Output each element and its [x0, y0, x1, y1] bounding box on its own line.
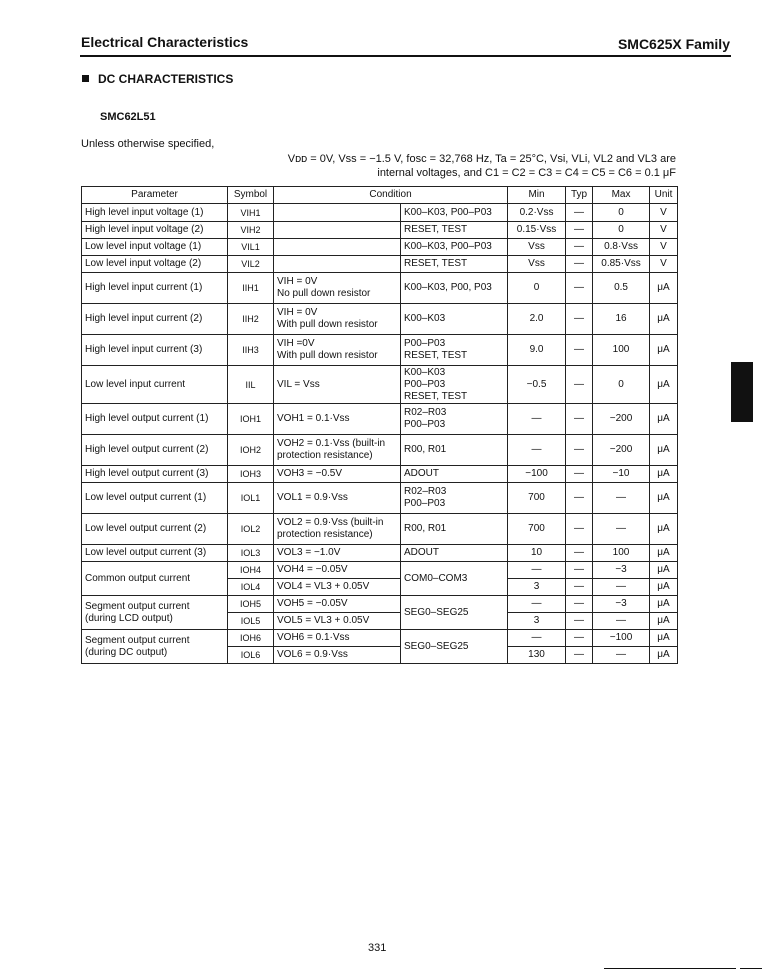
- cell-pins: COM0–COM3: [401, 562, 508, 596]
- cell-typ: —: [566, 222, 593, 239]
- cell-unit: V: [650, 204, 678, 222]
- cell-condition: VOH4 = −0.05V: [274, 562, 401, 579]
- cell-pins: R02–R03 P00–P03: [401, 483, 508, 514]
- cell-pins: K00–K03, P00–P03: [401, 204, 508, 222]
- cell-max: —: [593, 613, 650, 630]
- section-thumb-tab: [731, 362, 753, 422]
- cell-symbol: IOH3: [228, 466, 274, 483]
- cell-parameter: High level input voltage (2): [82, 222, 228, 239]
- cell-max: −200: [593, 404, 650, 435]
- cell-typ: —: [566, 466, 593, 483]
- cell-parameter: Low level input voltage (2): [82, 256, 228, 273]
- cell-min: 0.15·Vss: [508, 222, 566, 239]
- cell-parameter: High level input voltage (1): [82, 204, 228, 222]
- cell-min: 0: [508, 273, 566, 304]
- cell-pins: K00–K03, P00–P03: [401, 239, 508, 256]
- cell-parameter: Low level input current: [82, 366, 228, 404]
- cell-typ: —: [566, 273, 593, 304]
- cell-max: —: [593, 514, 650, 545]
- cell-symbol: IOL4: [228, 579, 274, 596]
- cell-parameter: Low level output current (3): [82, 545, 228, 562]
- cell-typ: —: [566, 579, 593, 596]
- table-header-row: [82, 187, 678, 204]
- cell-typ: —: [566, 204, 593, 222]
- cell-parameter: High level input current (2): [82, 304, 228, 335]
- cell-min: 700: [508, 483, 566, 514]
- header-condition: Condition: [274, 187, 508, 204]
- cell-parameter: Low level output current (1): [82, 483, 228, 514]
- cell-unit: μA: [650, 435, 678, 466]
- cell-unit: μA: [650, 647, 678, 664]
- cell-symbol: VIH1: [228, 204, 274, 222]
- cell-condition: VIH = 0V With pull down resistor: [274, 304, 401, 335]
- table-row: [82, 273, 678, 304]
- cell-unit: μA: [650, 630, 678, 647]
- footer-rule: [604, 968, 736, 969]
- section-title: DC CHARACTERISTICS: [98, 72, 234, 86]
- cell-pins: RESET, TEST: [401, 256, 508, 273]
- cell-min: —: [508, 562, 566, 579]
- cell-unit: μA: [650, 483, 678, 514]
- table-row: [82, 404, 678, 435]
- cell-min: 2.0: [508, 304, 566, 335]
- cell-max: −10: [593, 466, 650, 483]
- cell-min: —: [508, 630, 566, 647]
- cell-unit: μA: [650, 514, 678, 545]
- cell-parameter: Common output current: [82, 562, 228, 596]
- cell-pins: P00–P03 RESET, TEST: [401, 335, 508, 366]
- cell-min: Vss: [508, 256, 566, 273]
- cell-min: 9.0: [508, 335, 566, 366]
- cell-symbol: IOL6: [228, 647, 274, 664]
- table-row: [82, 304, 678, 335]
- cell-symbol: IOL1: [228, 483, 274, 514]
- cell-symbol: IOH2: [228, 435, 274, 466]
- table-row: [82, 630, 678, 647]
- conditions-line-2: internal voltages, and C1 = C2 = C3 = C4 = C5 = C6 = 0.1 μF: [377, 167, 676, 179]
- cell-max: 100: [593, 335, 650, 366]
- cell-condition: VOL1 = 0.9·Vss: [274, 483, 401, 514]
- cell-parameter: High level input current (3): [82, 335, 228, 366]
- cell-unit: μA: [650, 466, 678, 483]
- cell-unit: μA: [650, 613, 678, 630]
- cell-condition: VOL3 = −1.0V: [274, 545, 401, 562]
- table-row: [82, 514, 678, 545]
- table-row: [82, 222, 678, 239]
- cell-condition: [274, 204, 401, 222]
- cell-pins: SEG0–SEG25: [401, 596, 508, 630]
- cell-unit: μA: [650, 335, 678, 366]
- cell-condition: [274, 239, 401, 256]
- cell-pins: K00–K03: [401, 304, 508, 335]
- cell-typ: —: [566, 514, 593, 545]
- header-min: Min: [508, 187, 566, 204]
- cell-symbol: IOH1: [228, 404, 274, 435]
- cell-max: 0: [593, 366, 650, 404]
- cell-symbol: IOH4: [228, 562, 274, 579]
- cell-parameter: Segment output current (during DC output): [82, 630, 228, 664]
- spec-note: Unless otherwise specified,: [81, 138, 215, 150]
- cell-condition: VOH5 = −0.05V: [274, 596, 401, 613]
- table-row: [82, 596, 678, 613]
- cell-max: 0: [593, 222, 650, 239]
- cell-min: 3: [508, 613, 566, 630]
- cell-min: —: [508, 435, 566, 466]
- cell-pins: R00, R01: [401, 435, 508, 466]
- header-max: Max: [593, 187, 650, 204]
- table-row: [82, 366, 678, 404]
- conditions-line-1: Vᴅᴅ = 0V, Vss = −1.5 V, fosc = 32,768 Hz, Ta = 25°C, Vsi, VLi, VL2 and VL3 are: [287, 153, 676, 165]
- cell-symbol: VIL1: [228, 239, 274, 256]
- table-row: [82, 256, 678, 273]
- table-row: [82, 483, 678, 514]
- cell-symbol: IOH6: [228, 630, 274, 647]
- cell-condition: VOH6 = 0.1·Vss: [274, 630, 401, 647]
- cell-typ: —: [566, 562, 593, 579]
- cell-typ: —: [566, 613, 593, 630]
- cell-parameter: High level output current (2): [82, 435, 228, 466]
- header-rule: [80, 55, 731, 57]
- cell-typ: —: [566, 404, 593, 435]
- cell-typ: —: [566, 256, 593, 273]
- cell-max: 100: [593, 545, 650, 562]
- cell-unit: μA: [650, 273, 678, 304]
- cell-unit: μA: [650, 304, 678, 335]
- cell-typ: —: [566, 647, 593, 664]
- cell-parameter: High level output current (1): [82, 404, 228, 435]
- cell-max: 0: [593, 204, 650, 222]
- page-number: 331: [368, 942, 387, 954]
- cell-min: 700: [508, 514, 566, 545]
- cell-symbol: IOL5: [228, 613, 274, 630]
- cell-unit: μA: [650, 579, 678, 596]
- cell-parameter: Low level output current (2): [82, 514, 228, 545]
- header-parameter: Parameter: [82, 187, 228, 204]
- cell-parameter: High level output current (3): [82, 466, 228, 483]
- cell-typ: —: [566, 335, 593, 366]
- cell-parameter: Low level input voltage (1): [82, 239, 228, 256]
- cell-parameter: Segment output current (during LCD output): [82, 596, 228, 630]
- cell-symbol: IIH3: [228, 335, 274, 366]
- cell-min: −100: [508, 466, 566, 483]
- cell-condition: VOL4 = VL3 + 0.05V: [274, 579, 401, 596]
- header-right-title: SMC625X Family: [617, 36, 730, 52]
- cell-unit: V: [650, 222, 678, 239]
- header-typ: Typ: [566, 187, 593, 204]
- cell-condition: [274, 222, 401, 239]
- header-left-title: Electrical Characteristics: [81, 34, 249, 50]
- table-row: [82, 239, 678, 256]
- cell-parameter: High level input current (1): [82, 273, 228, 304]
- cell-min: Vss: [508, 239, 566, 256]
- cell-max: 0.8·Vss: [593, 239, 650, 256]
- cell-pins: ADOUT: [401, 466, 508, 483]
- table-row: [82, 545, 678, 562]
- cell-max: 16: [593, 304, 650, 335]
- cell-condition: VOL5 = VL3 + 0.05V: [274, 613, 401, 630]
- cell-symbol: VIL2: [228, 256, 274, 273]
- cell-condition: VIH =0V With pull down resistor: [274, 335, 401, 366]
- cell-condition: VIL = Vss: [274, 366, 401, 404]
- cell-typ: —: [566, 239, 593, 256]
- cell-symbol: VIH2: [228, 222, 274, 239]
- cell-min: 10: [508, 545, 566, 562]
- cell-unit: μA: [650, 562, 678, 579]
- cell-max: —: [593, 647, 650, 664]
- cell-max: −3: [593, 596, 650, 613]
- cell-min: 0.2·Vss: [508, 204, 566, 222]
- cell-symbol: IOH5: [228, 596, 274, 613]
- cell-max: −200: [593, 435, 650, 466]
- cell-min: 130: [508, 647, 566, 664]
- table-row: [82, 435, 678, 466]
- cell-pins: K00–K03 P00–P03 RESET, TEST: [401, 366, 508, 404]
- cell-unit: μA: [650, 545, 678, 562]
- cell-condition: [274, 256, 401, 273]
- cell-condition: VOH2 = 0.1·Vss (built-in protection resistance): [274, 435, 401, 466]
- table-row: [82, 562, 678, 579]
- cell-symbol: IOL3: [228, 545, 274, 562]
- cell-symbol: IIL: [228, 366, 274, 404]
- square-bullet-icon: [82, 75, 89, 82]
- cell-min: —: [508, 404, 566, 435]
- cell-pins: R02–R03 P00–P03: [401, 404, 508, 435]
- cell-min: 3: [508, 579, 566, 596]
- cell-max: 0.85·Vss: [593, 256, 650, 273]
- footer-rule-short: [740, 968, 762, 969]
- cell-typ: —: [566, 545, 593, 562]
- cell-unit: V: [650, 239, 678, 256]
- cell-symbol: IIH2: [228, 304, 274, 335]
- cell-condition: VOL2 = 0.9·Vss (built-in protection resistance): [274, 514, 401, 545]
- table-row: [82, 466, 678, 483]
- cell-condition: VOH1 = 0.1·Vss: [274, 404, 401, 435]
- cell-unit: μA: [650, 404, 678, 435]
- cell-condition: VOL6 = 0.9·Vss: [274, 647, 401, 664]
- cell-pins: R00, R01: [401, 514, 508, 545]
- cell-min: −0.5: [508, 366, 566, 404]
- cell-condition: VIH = 0V No pull down resistor: [274, 273, 401, 304]
- cell-pins: K00–K03, P00, P03: [401, 273, 508, 304]
- cell-typ: —: [566, 483, 593, 514]
- cell-condition: VOH3 = −0.5V: [274, 466, 401, 483]
- header-unit: Unit: [650, 187, 678, 204]
- cell-max: 0.5: [593, 273, 650, 304]
- cell-max: −100: [593, 630, 650, 647]
- cell-unit: μA: [650, 366, 678, 404]
- cell-typ: —: [566, 630, 593, 647]
- dc-characteristics-table: [81, 186, 678, 664]
- cell-typ: —: [566, 304, 593, 335]
- cell-max: —: [593, 579, 650, 596]
- table-row: [82, 204, 678, 222]
- cell-max: —: [593, 483, 650, 514]
- cell-typ: —: [566, 596, 593, 613]
- cell-pins: RESET, TEST: [401, 222, 508, 239]
- cell-symbol: IOL2: [228, 514, 274, 545]
- cell-pins: ADOUT: [401, 545, 508, 562]
- cell-pins: SEG0–SEG25: [401, 630, 508, 664]
- cell-typ: —: [566, 366, 593, 404]
- cell-unit: μA: [650, 596, 678, 613]
- section-heading: [82, 72, 233, 86]
- header-symbol: Symbol: [228, 187, 274, 204]
- device-subtitle: SMC62L51: [100, 111, 156, 123]
- cell-max: −3: [593, 562, 650, 579]
- table-row: [82, 335, 678, 366]
- cell-symbol: IIH1: [228, 273, 274, 304]
- cell-unit: V: [650, 256, 678, 273]
- cell-min: —: [508, 596, 566, 613]
- cell-typ: —: [566, 435, 593, 466]
